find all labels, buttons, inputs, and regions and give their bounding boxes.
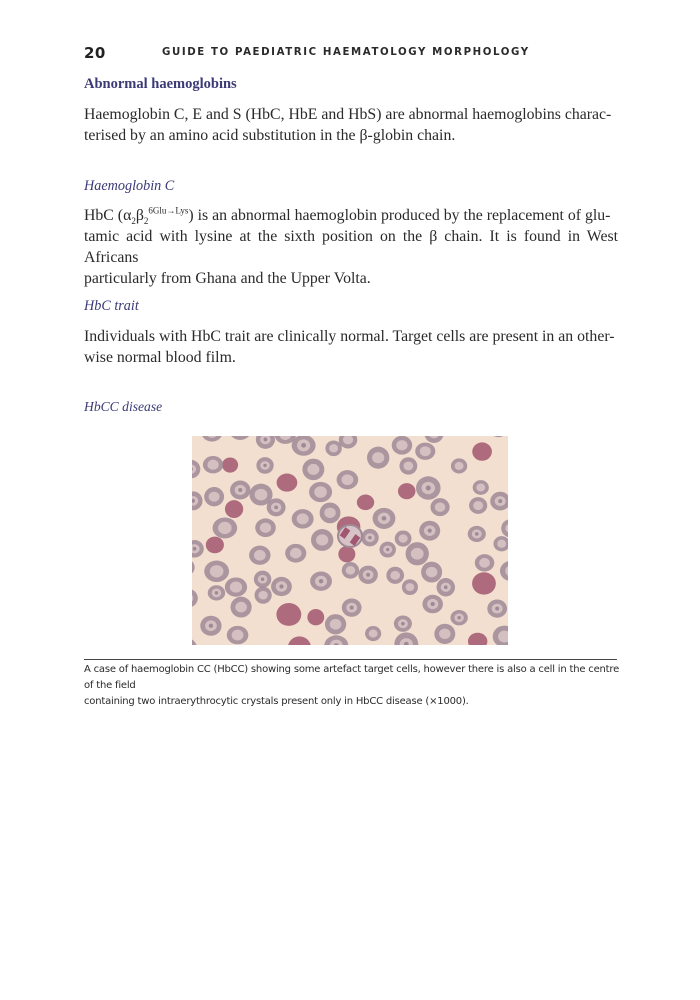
intro-paragraph: [84, 104, 618, 146]
red-blood-cell: [357, 495, 374, 511]
alpha-subscript: 2: [131, 216, 136, 227]
page-header: [84, 44, 624, 66]
red-blood-cell: [256, 436, 275, 449]
red-blood-cell: [395, 530, 412, 546]
red-blood-cell: [501, 519, 508, 537]
red-blood-cell: [342, 562, 359, 579]
red-blood-cell: [302, 459, 324, 481]
running-title: GUIDE TO PAEDIATRIC HAEMATOLOGY MORPHOLOGY: [162, 47, 530, 58]
red-blood-cell: [255, 587, 272, 604]
red-blood-cell: [469, 497, 487, 514]
alpha-symbol: α: [123, 207, 132, 224]
red-blood-cell: [500, 561, 508, 582]
red-blood-cell: [311, 529, 333, 551]
red-blood-cell: [450, 610, 467, 625]
intro-line: Haemoglobin C, E and S (HbC, HbE and HbS) are abnormal haemoglobins charac-: [84, 106, 612, 123]
trait-heading: HbC trait: [84, 298, 139, 314]
red-blood-cell: [493, 626, 508, 645]
red-blood-cell: [473, 480, 489, 495]
hbc-heading: Haemoglobin C: [84, 178, 175, 194]
red-blood-cell: [204, 561, 229, 582]
red-blood-cell: [421, 562, 442, 583]
caption-line: A case of haemoglobin CC (HbCC) showing some artefact target cells, however there is also a cell in the centre of the field: [84, 664, 620, 691]
red-blood-cell: [208, 585, 225, 600]
red-blood-cell: [204, 487, 224, 506]
trait-line: wise normal blood film.: [84, 349, 236, 366]
red-blood-cell: [277, 474, 298, 492]
red-blood-cell: [437, 578, 455, 596]
red-blood-cell: [271, 577, 292, 596]
red-blood-cell: [386, 567, 404, 584]
trait-line: Individuals with HbC trait are clinically normal. Target cells are present in an other-: [84, 328, 615, 345]
red-blood-cell: [192, 540, 204, 557]
red-blood-cell: [402, 579, 418, 595]
red-blood-cell: [337, 470, 359, 489]
red-blood-cell: [206, 537, 224, 554]
red-blood-cell: [506, 436, 508, 438]
red-blood-cell: [228, 436, 252, 440]
red-blood-cell: [254, 571, 271, 588]
red-blood-cell: [320, 503, 341, 524]
red-blood-cell: [472, 442, 492, 460]
hbc-line: [84, 205, 618, 226]
red-blood-cell: [310, 572, 332, 591]
red-blood-cell: [493, 536, 508, 551]
red-blood-cell: [422, 595, 443, 614]
hbc-line: tamic acid with lysine at the sixth position on the β chain. It is found in West Africans: [84, 228, 618, 266]
red-blood-cell: [222, 457, 238, 472]
red-blood-cell: [367, 447, 389, 469]
red-blood-cell: [398, 483, 416, 499]
red-blood-cell: [192, 638, 197, 645]
red-blood-cell: [392, 436, 412, 455]
hbc-paragraph: [84, 205, 618, 289]
red-blood-cell: [394, 616, 412, 632]
red-blood-cell: [416, 476, 441, 499]
red-blood-cell: [227, 626, 249, 644]
red-blood-cell: [192, 491, 203, 510]
caption-line: containing two intraerythrocytic crystals present only in HbCC disease (×1000).: [84, 696, 469, 707]
red-blood-cell: [249, 546, 270, 565]
red-blood-cell: [394, 632, 418, 645]
red-blood-cell: [192, 559, 195, 576]
red-blood-cell: [365, 626, 381, 641]
beta-subscript: 2: [143, 216, 149, 227]
disease-heading: HbCC disease: [84, 399, 163, 414]
red-blood-cell: [430, 498, 449, 516]
intro-line: terised by an amino acid substitution in the β-globin chain.: [84, 127, 456, 144]
blood-film-image: [192, 436, 508, 645]
red-blood-cell: [225, 500, 243, 518]
blood-film-micrograph: [192, 436, 508, 645]
red-blood-cell: [342, 598, 362, 616]
red-blood-cell: [424, 436, 443, 443]
red-blood-cell: [338, 546, 355, 562]
red-blood-cell: [202, 436, 223, 442]
trait-paragraph: [84, 326, 618, 368]
section-heading: Abnormal haemoglobins: [84, 76, 237, 92]
red-blood-cell: [358, 566, 378, 584]
red-blood-cell: [255, 518, 276, 537]
red-blood-cell: [490, 492, 508, 511]
red-blood-cell: [325, 614, 346, 634]
red-blood-cell: [399, 457, 417, 474]
red-blood-cell: [487, 599, 507, 617]
red-blood-cell: [309, 482, 332, 502]
red-blood-cell: [468, 526, 486, 542]
red-blood-cell: [373, 508, 396, 529]
red-blood-cell: [415, 443, 435, 460]
red-blood-cell: [230, 481, 250, 500]
red-blood-cell: [292, 509, 314, 529]
red-blood-cell: [200, 616, 221, 636]
red-blood-cell: [434, 624, 455, 644]
red-blood-cell: [192, 589, 198, 608]
hbc-line: particularly from Ghana and the Upper Volta.: [84, 270, 371, 287]
red-blood-cell: [213, 517, 238, 538]
red-blood-cell: [267, 498, 286, 516]
red-blood-cell: [406, 542, 429, 565]
red-blood-cell: [324, 635, 348, 645]
red-blood-cell: [285, 544, 306, 563]
red-blood-cell: [292, 436, 316, 456]
page-number: 20: [84, 44, 106, 62]
red-blood-cell: [489, 436, 508, 437]
red-blood-cell: [468, 633, 487, 645]
red-blood-cell: [288, 636, 311, 645]
red-blood-cell: [276, 603, 301, 626]
hbc-text: HbC (: [84, 207, 124, 224]
red-blood-cell: [231, 597, 252, 618]
red-blood-cell: [192, 460, 200, 478]
red-blood-cell: [361, 529, 379, 547]
red-blood-cell: [307, 609, 324, 625]
red-blood-cell: [256, 457, 273, 474]
red-blood-cell: [379, 542, 395, 558]
caption-rule: [84, 659, 617, 660]
red-blood-cell: [451, 458, 467, 473]
beta-superscript: 6Glu→Lys: [148, 205, 189, 216]
red-blood-cell: [472, 572, 496, 594]
figure-caption: [84, 662, 620, 710]
red-blood-cell: [475, 554, 495, 571]
hbc-text: ) is an abnormal haemoglobin produced by the replacement of glu-: [188, 207, 611, 224]
beta-symbol: β: [135, 207, 144, 224]
red-blood-cell: [203, 456, 223, 473]
red-blood-cell: [419, 521, 440, 541]
crystal-containing-cell: [338, 525, 362, 547]
red-blood-cell: [225, 577, 247, 596]
